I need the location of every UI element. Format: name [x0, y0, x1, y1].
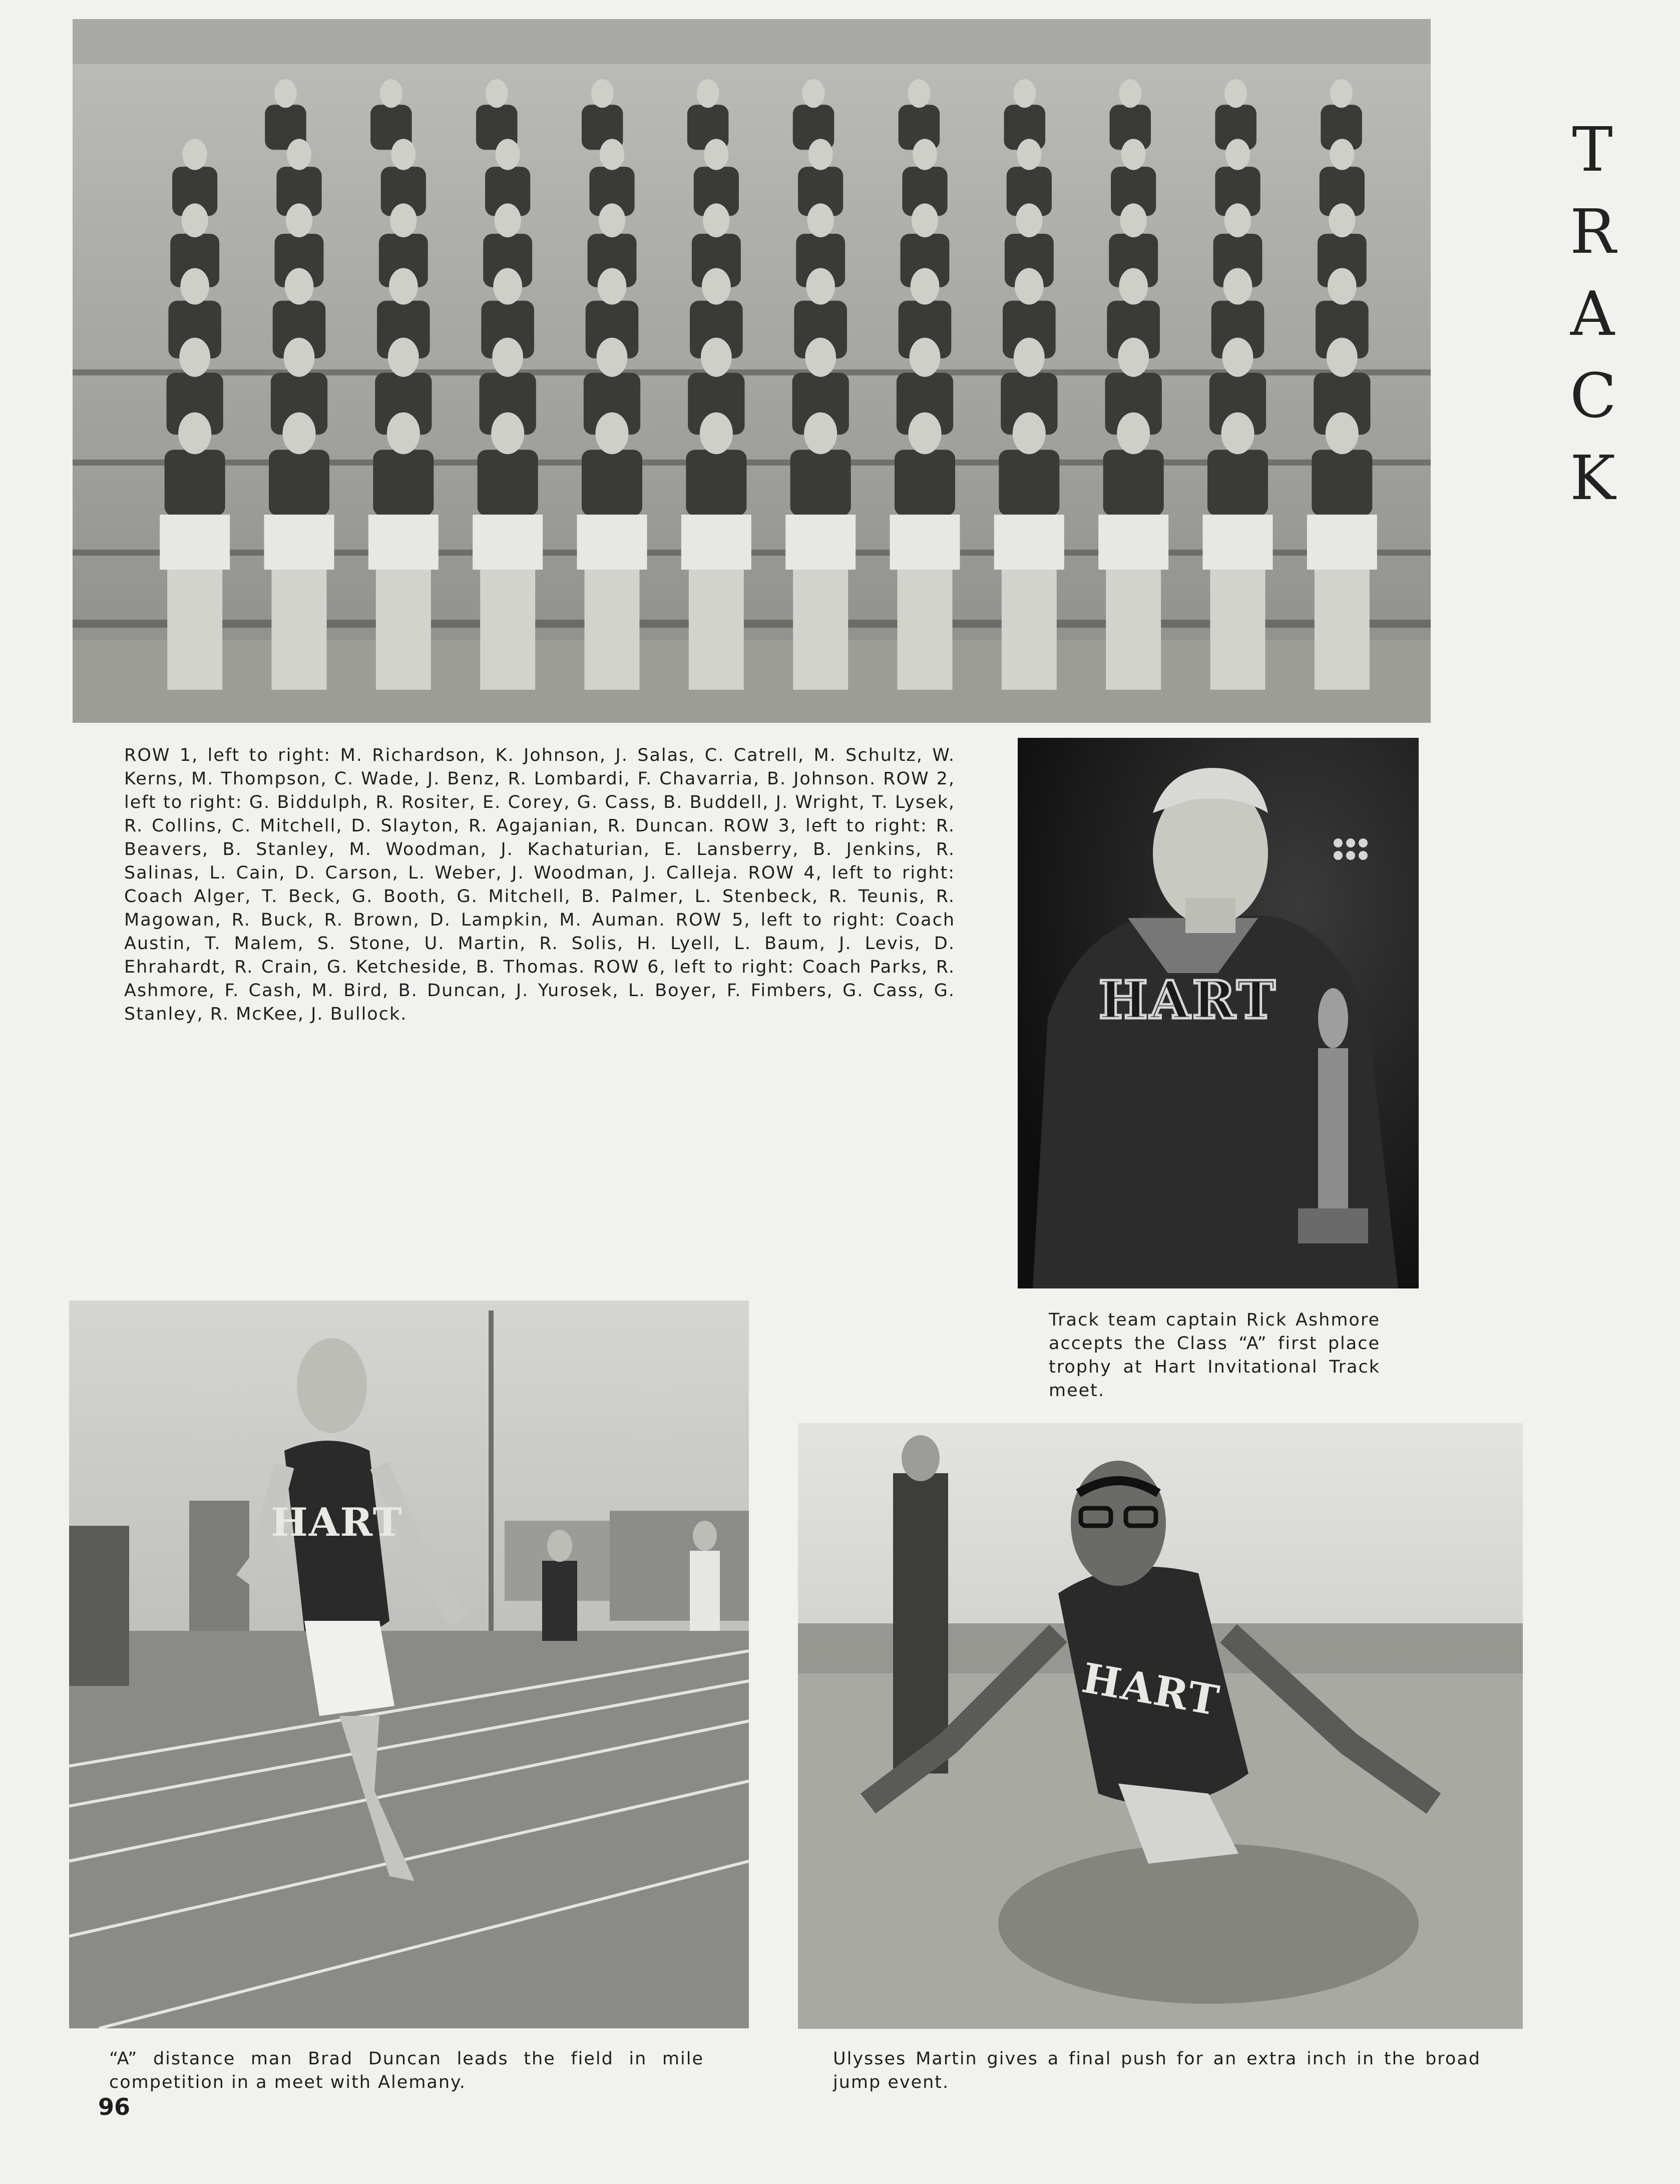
athlete-head	[808, 139, 833, 170]
page-number: 96	[98, 2093, 131, 2120]
jumper-photo-image	[798, 1423, 1523, 2029]
athlete-head	[1119, 79, 1141, 108]
athlete-shorts	[681, 515, 751, 570]
athlete-head	[183, 139, 207, 170]
athlete-legs	[376, 570, 431, 690]
athlete-shorts	[368, 515, 439, 570]
athlete-shorts	[473, 515, 543, 570]
athlete-legs	[1210, 570, 1266, 690]
title-letter-k: K	[1570, 443, 1616, 514]
athlete-head	[179, 338, 210, 377]
athlete-head	[1013, 79, 1036, 108]
athlete-head	[1329, 203, 1355, 237]
runner-photo-caption: “A” distance man Brad Duncan leads the field in mile competition in a meet with Alemany.	[109, 2049, 704, 2092]
athlete-shorts	[160, 515, 230, 570]
athlete-legs	[793, 570, 848, 690]
athlete-head	[391, 139, 415, 170]
athlete-head	[274, 79, 297, 108]
title-letter-c: C	[1570, 360, 1617, 431]
athlete-body	[1207, 450, 1268, 516]
athlete-head	[1224, 203, 1251, 237]
athlete-head	[1119, 268, 1148, 305]
athlete-body	[582, 450, 642, 516]
athlete-head	[1117, 412, 1150, 455]
athlete-head	[1016, 203, 1042, 237]
athlete-head	[1015, 268, 1044, 305]
athlete-head	[1328, 268, 1357, 305]
athlete-head	[285, 268, 314, 305]
athlete-legs	[1315, 570, 1370, 690]
athlete-head	[1017, 139, 1041, 170]
athlete-head	[387, 412, 420, 455]
athlete-head	[1221, 412, 1254, 455]
runner-photo	[69, 1300, 749, 2028]
athlete-head	[283, 412, 316, 455]
runner-photo-image	[69, 1300, 749, 2028]
athlete-legs	[167, 570, 222, 690]
team-photo-image	[73, 19, 1431, 723]
athlete-legs	[585, 570, 640, 690]
athlete-head	[388, 338, 419, 377]
athlete-head	[1225, 139, 1250, 170]
athlete-head	[806, 268, 835, 305]
athlete-legs	[1002, 570, 1057, 690]
athlete-head	[287, 139, 311, 170]
athlete-head	[380, 79, 402, 108]
athlete-head	[286, 203, 312, 237]
athlete-body	[1103, 450, 1164, 516]
athlete-head	[599, 203, 625, 237]
athlete-body	[373, 450, 434, 516]
captain-photo-image	[1018, 738, 1419, 1288]
athlete-head	[1327, 338, 1358, 377]
athlete-shorts	[1098, 515, 1168, 570]
athlete-head	[600, 139, 624, 170]
athlete-head	[591, 79, 614, 108]
runner-jersey-lettering: HART	[271, 1500, 403, 1545]
athlete-shorts	[994, 515, 1064, 570]
athlete-shorts	[785, 515, 856, 570]
captain-jacket-lettering: HART	[1098, 969, 1278, 1031]
athlete-head	[704, 139, 728, 170]
captain-photo	[1018, 738, 1419, 1288]
athlete-head	[1118, 338, 1149, 377]
athlete-head	[700, 412, 733, 455]
athlete-head	[909, 412, 942, 455]
athlete-head	[1224, 79, 1247, 108]
jumper-photo-caption: Ulysses Martin gives a final push for an extra inch in the broad jump event.	[833, 2049, 1481, 2092]
athlete-head	[180, 268, 209, 305]
athlete-legs	[1106, 570, 1161, 690]
athlete-head	[702, 268, 731, 305]
athlete-shorts	[890, 515, 960, 570]
athlete-head	[486, 79, 508, 108]
athlete-head	[912, 203, 938, 237]
athlete-head	[390, 203, 416, 237]
athlete-head	[284, 338, 315, 377]
title-letter-r: R	[1570, 196, 1616, 267]
athlete-body	[999, 450, 1059, 516]
athlete-head	[802, 79, 825, 108]
athlete-head	[804, 412, 837, 455]
athlete-head	[1222, 338, 1253, 377]
captain-photo-caption: Track team captain Rick Ashmore accepts the Class “A” first place trophy at Hart Invitational Track meet.	[1049, 1310, 1380, 1401]
team-photo-caption: ROW 1, left to right: M. Richardson, K. Johnson, J. Salas, C. Catrell, M. Schultz, W. Kerns, M. Thompson, C. Wade, J. Benz, R. Lombardi, F. Chavarria, B. Johnson. ROW 2, left to right: G. Biddulph, R. Rositer, E. Corey, G. Cass, B. Buddell, J. Wright, T. Lysek, R. Collins, C. Mitchell, D. Slayton, R. Agajanian, R. Duncan. ROW 3, left to right: R. Beavers, B. Stanley, M. Woodman, J. Kachaturian, E. Lansberry, B. Jenkins, R. Salinas, L. Cain, D. Carson, L. Weber, J. Woodman, J. Calleja. ROW 4, left to right: Coach Alger, T. Beck, G. Booth, G. Mitchell, B. Palmer, L. Stenbeck, R. Teunis, R. Magowan, R. Buck, R. Brown, D. Lampkin, M. Auman. ROW 5, left to right: Coach Austin, T. Malem, S. Stone, U. Martin, R. Solis, H. Lyell, L. Baum, J. Levis, D. Ehrahardt, R. Crain, G. Ketcheside, B. Thomas. ROW 6, left to right: Coach Parks, R. Ashmore, F. Cash, M. Bird, B. Duncan, J. Yurosek, L. Boyer, F. Fimbers, G. Cass, G. Stanley, R. McKee, J. Bullock.	[124, 745, 955, 1024]
athlete-head	[913, 139, 937, 170]
athlete-body	[1312, 450, 1372, 516]
athlete-body	[165, 450, 225, 516]
athlete-shorts	[264, 515, 334, 570]
athlete-head	[494, 203, 521, 237]
athlete-head	[697, 79, 719, 108]
athlete-body	[686, 450, 746, 516]
athlete-shorts	[1203, 515, 1273, 570]
athlete-head	[911, 268, 940, 305]
athlete-head	[496, 139, 520, 170]
athlete-legs	[898, 570, 953, 690]
athlete-head	[1330, 139, 1354, 170]
athlete-head	[1223, 268, 1252, 305]
athlete-head	[805, 338, 836, 377]
athlete-head	[493, 268, 522, 305]
athlete-head	[181, 203, 208, 237]
athlete-shorts	[577, 515, 647, 570]
athlete-head	[178, 412, 211, 455]
athlete-body	[895, 450, 955, 516]
athlete-head	[389, 268, 418, 305]
athlete-head	[491, 412, 524, 455]
athlete-head	[807, 203, 833, 237]
title-letter-t: T	[1572, 114, 1613, 185]
athlete-head	[598, 268, 627, 305]
athlete-legs	[480, 570, 535, 690]
athlete-head	[492, 338, 523, 377]
jumper-photo	[798, 1423, 1523, 2029]
athlete-legs	[689, 570, 744, 690]
jumper-jersey-lettering: HART	[1078, 1654, 1223, 1725]
athlete-body	[478, 450, 538, 516]
athlete-head	[1326, 412, 1359, 455]
athlete-body	[269, 450, 329, 516]
athlete-head	[1120, 203, 1146, 237]
athlete-head	[910, 338, 941, 377]
athlete-head	[703, 203, 729, 237]
athlete-head	[908, 79, 930, 108]
title-letter-a: A	[1570, 278, 1615, 349]
athlete-legs	[272, 570, 327, 690]
athlete-head	[1014, 338, 1045, 377]
athlete-head	[597, 338, 628, 377]
athlete-head	[1121, 139, 1146, 170]
team-photo	[73, 19, 1431, 723]
athlete-head	[1013, 412, 1046, 455]
athlete-body	[790, 450, 851, 516]
athlete-head	[596, 412, 629, 455]
athlete-head	[1330, 79, 1353, 108]
athlete-shorts	[1307, 515, 1377, 570]
athlete-head	[701, 338, 732, 377]
